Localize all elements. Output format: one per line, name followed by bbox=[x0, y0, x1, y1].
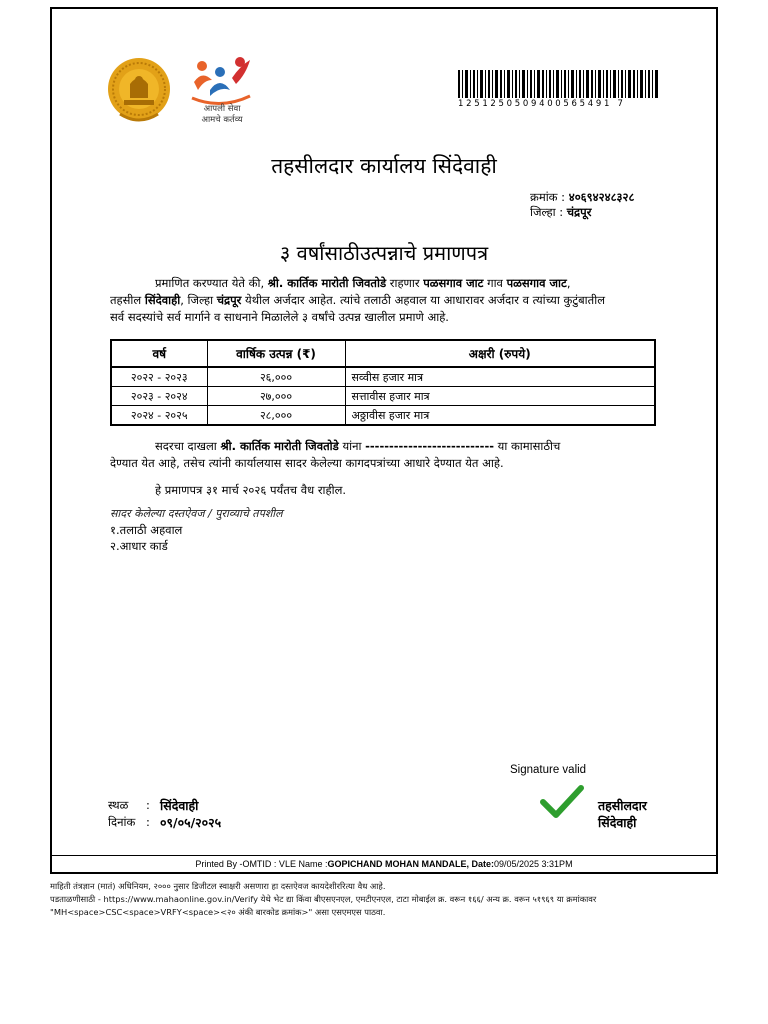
district-line: जिल्हा : चंद्रपूर bbox=[530, 205, 592, 219]
aapli-seva-logo-icon bbox=[188, 50, 254, 108]
printed-by-bar: Printed By -OMTID : VLE Name :GOPICHAND MOHAN MANDALE, Date:09/05/2025 3:31PM bbox=[50, 855, 718, 872]
income-cell: २८,००० bbox=[207, 406, 345, 426]
table-row bbox=[111, 387, 655, 406]
income-cell: २७,००० bbox=[207, 387, 345, 406]
certification-paragraph: प्रमाणित करण्यात येते की, श्री. कार्तिक मारोती जिवतोडे राहणार पळसगाव जाट गाव पळसगाव जाट, तहसील सिंदेवाही, जिल्हा चंद्रपूर येथील अर्जदार आहेत. त्यांचे तलाठी अहवाल या आधारावर अर्जदार व त्यांच्या कुटुंबातील सर्व सदस्यांचे सर्व मार्गाने व साधनाने मिळालेले ३ वर्षांचे उत्पन्न खालील प्रमाणे आहे. bbox=[110, 276, 605, 324]
income-table bbox=[110, 339, 656, 426]
income-cell: २६,००० bbox=[207, 367, 345, 387]
words-cell: सव्वीस हजार मात्र bbox=[345, 367, 655, 387]
officer-place: सिंदेवाही bbox=[598, 815, 637, 830]
date-value: ०९/०५/२०२५ bbox=[160, 815, 222, 830]
barcode-number: 1251250509400565491 7 bbox=[458, 99, 626, 109]
footer-legal-note: माहिती तंत्रज्ञान (मातं) अधिनियम, २००० नुसार डिजीटल स्वाक्षरी असणारा हा दस्तऐवज कायदेशीररित्या वैध आहे. bbox=[50, 881, 386, 891]
place-value: सिंदेवाही bbox=[160, 798, 199, 813]
maharashtra-seal-icon bbox=[106, 54, 172, 128]
document-title: ३ वर्षांसाठीउत्पन्नाचे प्रमाणपत्र bbox=[279, 241, 489, 265]
issue-paragraph: सदरचा दाखला श्री. कार्तिक मारोती जिवतोडे यांना --------------------------- या कामासाठीच देण्यात येत आहे, तसेच त्यांनी कार्यालयास सादर केलेल्या कागदपत्रांच्या आधारे देण्यात येत आहे. bbox=[110, 439, 561, 470]
office-title: तहसीलदार कार्यालय सिंदेवाही bbox=[271, 154, 497, 178]
column-header-year: वर्ष bbox=[111, 340, 207, 367]
table-header-row bbox=[111, 340, 655, 367]
validity-statement: हे प्रमाणपत्र ३१ मार्च २०२६ पर्यंतच वैध राहील. bbox=[155, 483, 347, 497]
date-separator: : bbox=[146, 815, 150, 829]
place-label: स्थळ bbox=[108, 798, 129, 812]
list-item: २.आधार कार्ड bbox=[110, 539, 168, 553]
signature-status: Signature valid bbox=[510, 764, 587, 776]
list-item: १.तलाठी अहवाल bbox=[110, 523, 183, 537]
officer-title: तहसीलदार bbox=[598, 798, 647, 813]
footer-sms-format: "MH<space>CSC<space>VRFY<space><२० अंकी बारकोड क्रमांक>" असा एसएमएस पाठवा. bbox=[50, 907, 386, 917]
logo-tagline: आपली सेवा आमचे कर्तव्य bbox=[201, 104, 243, 125]
checkmark-icon bbox=[540, 784, 584, 820]
words-cell: अठ्ठावीस हजार मात्र bbox=[345, 406, 655, 426]
column-header-income: वार्षिक उत्पन्न (₹) bbox=[207, 340, 345, 367]
documents-heading: सादर केलेल्या दस्तऐवज / पुराव्याचे तपशील bbox=[110, 507, 283, 520]
date-label: दिनांक bbox=[108, 815, 136, 829]
table-row bbox=[111, 367, 655, 387]
year-cell: २०२३ - २०२४ bbox=[111, 387, 207, 406]
words-cell: सत्तावीस हजार मात्र bbox=[345, 387, 655, 406]
footer-verify-note: पडताळणीसाठी - https://www.mahaonline.gov.in/Verify येथे भेट द्या किंवा बीएसएनएल, एमटीएनएल, टाटा मोबाईल क्र. वरून १६६/ अन्य क्र. वरून ५१९६९ या क्रमांकावर bbox=[50, 894, 597, 904]
year-cell: २०२२ - २०२३ bbox=[111, 367, 207, 387]
certificate-number: क्रमांक : ४०६९४२४८३२८ bbox=[530, 190, 635, 204]
table-row bbox=[111, 406, 655, 426]
column-header-words: अक्षरी (रुपये) bbox=[345, 340, 655, 367]
barcode-icon bbox=[458, 70, 658, 98]
year-cell: २०२४ - २०२५ bbox=[111, 406, 207, 426]
place-separator: : bbox=[146, 798, 150, 812]
